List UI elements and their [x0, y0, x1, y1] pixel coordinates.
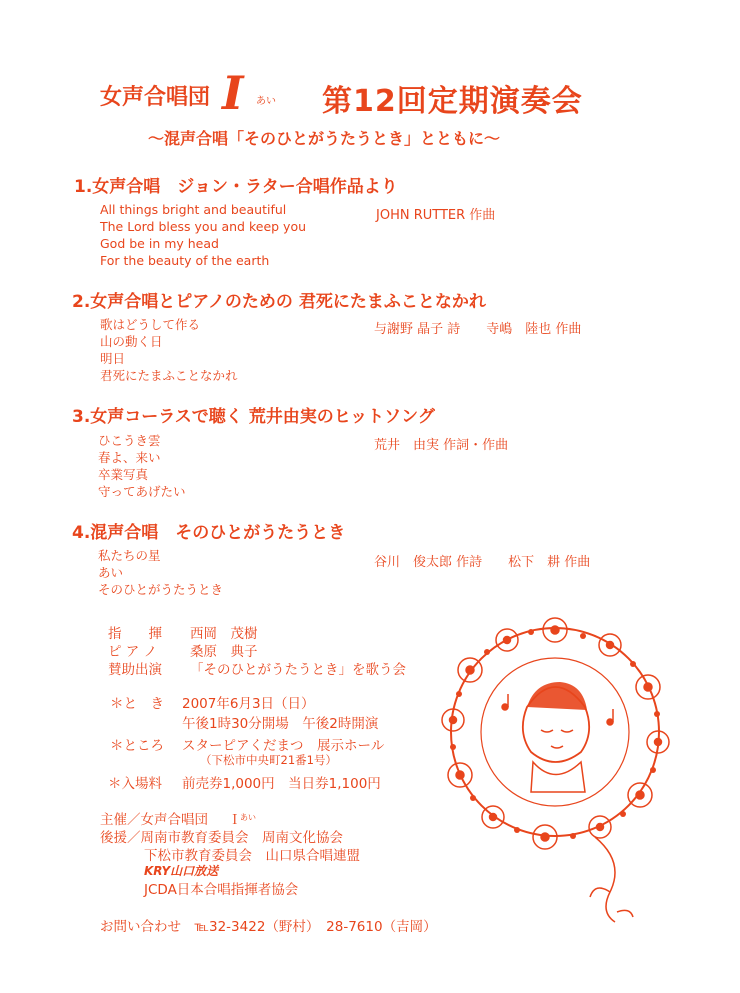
section-1-song: For the beauty of the earth — [100, 253, 270, 268]
host-ai: あい — [240, 813, 256, 822]
fee-label: ＊入場料 — [108, 776, 162, 792]
section-4-heading: 4.混声合唱 そのひとがうたうとき — [72, 523, 346, 543]
support-line: 後援／周南市教育委員会 周南文化協会 — [100, 830, 343, 846]
section-2-song: 君死にたまふことなかれ — [100, 368, 238, 383]
section-1-credit: JOHN RUTTER 作曲 — [376, 208, 496, 223]
flower-wreath-girl-icon — [435, 612, 675, 932]
contact-info: お問い合わせ ℡32-3422（野村） 28-7610（吉岡） — [100, 919, 437, 935]
section-2-heading: 2.女声合唱とピアノのための 君死にたまふことなかれ — [72, 292, 486, 312]
performer-role: ピ ア ノ — [108, 644, 158, 660]
event-fee: 前売券1,000円 当日券1,100円 — [182, 776, 381, 792]
performer-name: 桑原 典子 — [190, 644, 258, 660]
choir-name: 女声合唱団 — [100, 85, 211, 110]
section-2-credit: 与謝野 晶子 詩 寺嶋 陸也 作曲 — [374, 322, 582, 337]
concert-title: 第12回定期演奏会 — [322, 84, 583, 119]
section-3-heading: 3.女声コーラスで聴く 荒井由実のヒットソング — [72, 407, 435, 427]
choir-logo-icon: I — [222, 66, 244, 120]
event-time: 午後1時30分開場 午後2時開演 — [182, 716, 379, 732]
date-label: ＊と き — [110, 696, 164, 712]
support-line: JCDA日本合唱指揮者協会 — [144, 882, 299, 898]
section-1-song: All things bright and beautiful — [100, 202, 287, 217]
choir-logo-ai: あい — [256, 96, 276, 107]
host-logo-icon: Ｉ — [228, 812, 242, 828]
section-1-song: The Lord bless you and keep you — [100, 219, 307, 234]
event-place: スターピアくだまつ 展示ホール — [182, 738, 385, 754]
kry-logo: KRY山口放送 — [144, 864, 219, 878]
performer-role: 賛助出演 — [108, 662, 162, 678]
performer-name: 「そのひとがうたうとき」を歌う会 — [190, 662, 406, 678]
section-1-song: God be in my head — [100, 236, 219, 251]
host: 主催／女声合唱団 — [100, 812, 208, 828]
event-date: 2007年6月3日（日） — [182, 696, 315, 712]
section-2-song: 歌はどうして作る — [100, 317, 201, 332]
place-label: ＊ところ — [110, 738, 164, 754]
concert-subtitle: ～混声合唱「そのひとがうたうとき」とともに～ — [148, 129, 501, 148]
section-1-heading: 1.女声合唱 ジョン・ラター合唱作品より — [74, 177, 398, 197]
performer-name: 西岡 茂樹 — [190, 626, 258, 642]
section-4-song: そのひとがうたうとき — [98, 582, 224, 597]
performer-role: 指 揮 — [108, 626, 162, 642]
section-4-song: 私たちの星 — [98, 548, 161, 563]
section-3-song: 卒業写真 — [98, 467, 149, 482]
event-address: （下松市中央町21番1号） — [200, 753, 337, 767]
section-4-song: あい — [98, 565, 124, 580]
section-3-song: 春よ、来い — [98, 450, 161, 465]
section-4-credit: 谷川 俊太郎 作詩 松下 耕 作曲 — [374, 555, 591, 570]
section-3-credit: 荒井 由実 作詞・作曲 — [374, 438, 509, 453]
section-2-song: 明日 — [100, 351, 126, 366]
section-2-song: 山の動く日 — [100, 334, 163, 349]
section-3-song: ひこうき雲 — [98, 433, 161, 448]
section-3-song: 守ってあげたい — [98, 484, 186, 499]
support-line: 下松市教育委員会 山口県合唱連盟 — [144, 848, 360, 864]
